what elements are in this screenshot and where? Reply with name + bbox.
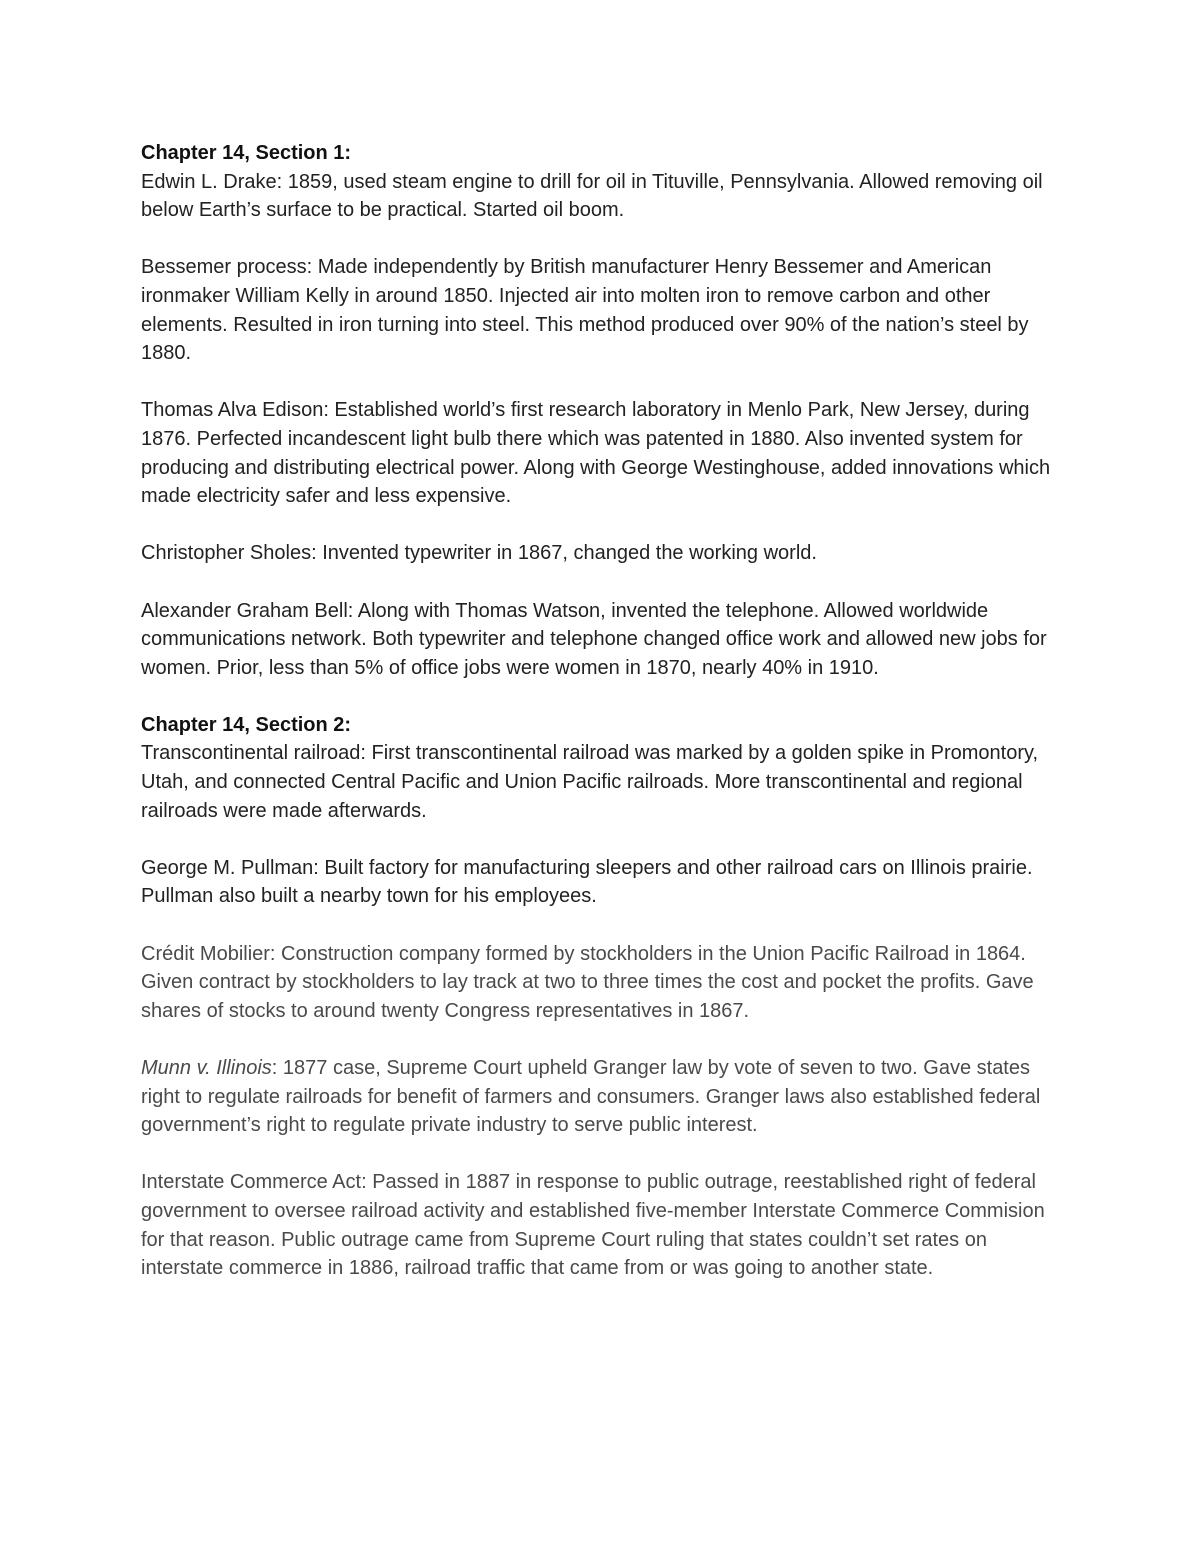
- paragraph-christopher-sholes: Christopher Sholes: Invented typewriter in 1867, changed the working world.: [141, 542, 817, 565]
- case-description: : 1877 case, Supreme Court upheld Granger law by vote of seven to two. Gave states right to regulate railroads for benefit of farmers and consumers. Granger laws also established federal government’s right to regulate private industry to serve public interest.: [141, 1057, 1041, 1137]
- document-page: [141, 139, 1066, 1311]
- paragraph-edwin-drake: Edwin L. Drake: 1859, used steam engine to drill for oil in Tituville, Pennsylvania. Allowed removing oil below Earth’s surface to be practical. Started oil boom.: [141, 170, 1043, 222]
- paragraph-bessemer-process: Bessemer process: Made independently by British manufacturer Henry Bessemer and American ironmaker William Kelly in around 1850. Injected air into molten iron to remove carbon and other elements. Resulted in iron turning into steel. This method produced over 90% of the nation’s steel by 1880.: [141, 256, 1029, 365]
- paragraph-transcontinental-railroad: Transcontinental railroad: First transcontinental railroad was marked by a golden spike in Promontory, Utah, and connected Central Pacific and Union Pacific railroads. More transcontinental and regional railroads were made afterwards.: [141, 742, 1039, 822]
- paragraph-munn-v-illinois: [141, 1054, 1066, 1140]
- section-heading: Chapter 14, Section 2:: [141, 713, 352, 736]
- case-title: Munn v. Illinois: [141, 1057, 272, 1079]
- section-heading: Chapter 14, Section 1:: [141, 142, 352, 164]
- section-2: [141, 711, 1066, 1283]
- paragraph-credit-mobilier: Crédit Mobilier: Construction company formed by stockholders in the Union Pacific Railroad in 1864. Given contract by stockholders to lay track at two to three times the cost and pocket the profits. Gave shares of stocks to around twenty Congress representatives in 1867.: [141, 942, 1034, 1022]
- paragraph-alexander-graham-bell: Alexander Graham Bell: Along with Thomas Watson, invented the telephone. Allowed worldwide communications network. Both typewriter and telephone changed office work and allowed new jobs for women. Prior, less than 5% of office jobs were women in 1870, nearly 40% in 1910.: [141, 599, 1047, 679]
- section-1: [141, 139, 1066, 682]
- paragraph-interstate-commerce-act: Interstate Commerce Act: Passed in 1887 in response to public outrage, reestablished right of federal government to oversee railroad activity and established five-member Interstate Commerce Commision for that reason. Public outrage came from Supreme Court ruling that states couldn’t set rates on interstate commerce in 1886, railroad traffic that came from or was going to another state.: [141, 1171, 1045, 1280]
- paragraph-george-pullman: George M. Pullman: Built factory for manufacturing sleepers and other railroad cars on Illinois prairie. Pullman also built a nearby town for his employees.: [141, 856, 1033, 908]
- paragraph-thomas-edison: Thomas Alva Edison: Established world’s first research laboratory in Menlo Park, New Jersey, during 1876. Perfected incandescent light bulb there which was patented in 1880. Also invented system for producing and distributing electrical power. Along with George Westinghouse, added innovations which made electricity safer and less expensive.: [141, 399, 1051, 508]
